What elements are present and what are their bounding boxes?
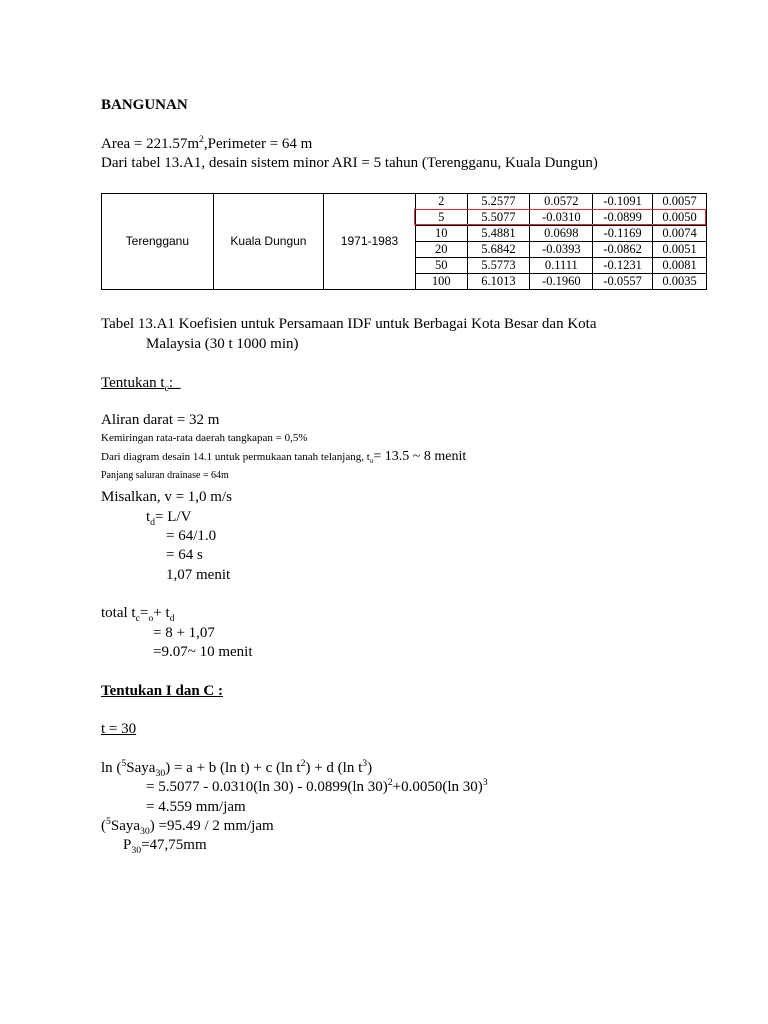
coefficient-cell: 5.5773 — [467, 258, 530, 274]
overland-flow: Aliran darat = 32 m — [101, 412, 220, 428]
state-cell: Terengganu — [102, 194, 214, 290]
selected-row-highlight — [414, 209, 706, 225]
coefficient-cell: 5.5077 — [467, 210, 530, 226]
coefficient-cell: 0.0572 — [530, 194, 593, 210]
coefficient-cell: 0.0051 — [653, 242, 707, 258]
coefficient-cell: 0.0050 — [653, 210, 707, 226]
ari-cell: 100 — [415, 274, 467, 290]
coefficient-cell: 0.0081 — [653, 258, 707, 274]
ari-cell: 5 — [415, 210, 467, 226]
table-caption-cont: Malaysia (30 t 1000 min) — [146, 336, 299, 352]
design-diagram-line: Dari diagram desain 14.1 untuk permukaan tanah telanjang, $t_o= 13.5$ ~ 8 menit — [101, 449, 467, 466]
coefficient-cell: 5.4881 — [467, 226, 530, 242]
coefficient-cell: 5.6842 — [467, 242, 530, 258]
area-line: Area = $221.57m^2,Perimeter = 64$ m — [101, 134, 313, 152]
t-value: t = 30 — [101, 721, 137, 737]
ari-cell: 50 — [415, 258, 467, 274]
td-equation: $t_d= L/V$ — [146, 509, 192, 528]
coefficient-cell: 0.0698 — [530, 226, 593, 242]
station-cell: Kuala Dungun — [213, 194, 324, 290]
calc-step-2: = 4.559 mm/jam — [146, 799, 246, 815]
table-caption: Tabel 13.A1 Koefisien untuk Persamaan IDF untuk Berbagai Kota Besar dan Kota — [101, 316, 597, 332]
coefficient-cell: 5.2577 — [467, 194, 530, 210]
ari-cell: 2 — [415, 194, 467, 210]
calc-step-1: = 5.5077 - 0.0310(ln 30) - 0.0899(ln 30)$^2$+0.0050(ln 30)$^3$ — [146, 777, 488, 795]
coefficient-cell: -0.0393 — [530, 242, 593, 258]
coefficient-cell: -0.0557 — [593, 274, 653, 290]
ari-cell: 10 — [415, 226, 467, 242]
section-heading: BANGUNAN — [101, 97, 188, 113]
p30-line: $P_{30}=47,75mm$ — [123, 837, 207, 856]
total-tc-equation: total $t_c=_o+ t_d$ — [101, 605, 175, 624]
td-step-3: 1,07 menit — [166, 567, 231, 583]
td-step-2: = 64 s — [166, 547, 203, 563]
total-step-2: =9.07~ 10 menit — [153, 644, 253, 660]
table-row — [102, 194, 707, 210]
td-step-1: = 64/1.0 — [166, 528, 217, 544]
coefficient-cell: -0.1960 — [530, 274, 593, 290]
coefficient-cell: -0.1091 — [593, 194, 653, 210]
tc-heading: Tentukan $t_c:\_$ — [101, 375, 181, 394]
coefficient-cell: -0.0310 — [530, 210, 593, 226]
coefficient-cell: -0.1231 — [593, 258, 653, 274]
ln-equation: ln ($^5$Saya$_{30}$) = a + b (ln t) + c (ln $t^2) + d$ (ln $t^3$) — [101, 758, 373, 779]
idf-table-wrapper — [101, 193, 707, 290]
coefficient-cell: -0.0862 — [593, 242, 653, 258]
design-line: Dari tabel 13.A1, desain sistem minor ARI = 5 tahun (Terengganu, Kuala Dungun) — [101, 155, 598, 171]
intensity-line: ($^5$Saya$_{30}$) =95.49 / 2 mm/jam — [101, 816, 274, 837]
total-step-1: = 8 + 1,07 — [153, 625, 215, 641]
catchment-slope: Kemiringan rata-rata daerah tangkapan = 0,5% — [101, 432, 308, 444]
coefficient-cell: -0.0899 — [593, 210, 653, 226]
coefficient-cell: 0.1111 — [530, 258, 593, 274]
idf-table — [101, 193, 707, 290]
coefficient-cell: 6.1013 — [467, 274, 530, 290]
period-cell: 1971-1983 — [324, 194, 416, 290]
coefficient-cell: -0.1169 — [593, 226, 653, 242]
ari-cell: 20 — [415, 242, 467, 258]
coefficient-cell: 0.0074 — [653, 226, 707, 242]
coefficient-cell: 0.0035 — [653, 274, 707, 290]
ic-heading: Tentukan I dan C : — [101, 683, 223, 699]
velocity-assumption: Misalkan, v = 1,0 m/s — [101, 489, 232, 505]
coefficient-cell: 0.0057 — [653, 194, 707, 210]
drain-length: Panjang saluran drainase = 64m — [101, 470, 229, 481]
